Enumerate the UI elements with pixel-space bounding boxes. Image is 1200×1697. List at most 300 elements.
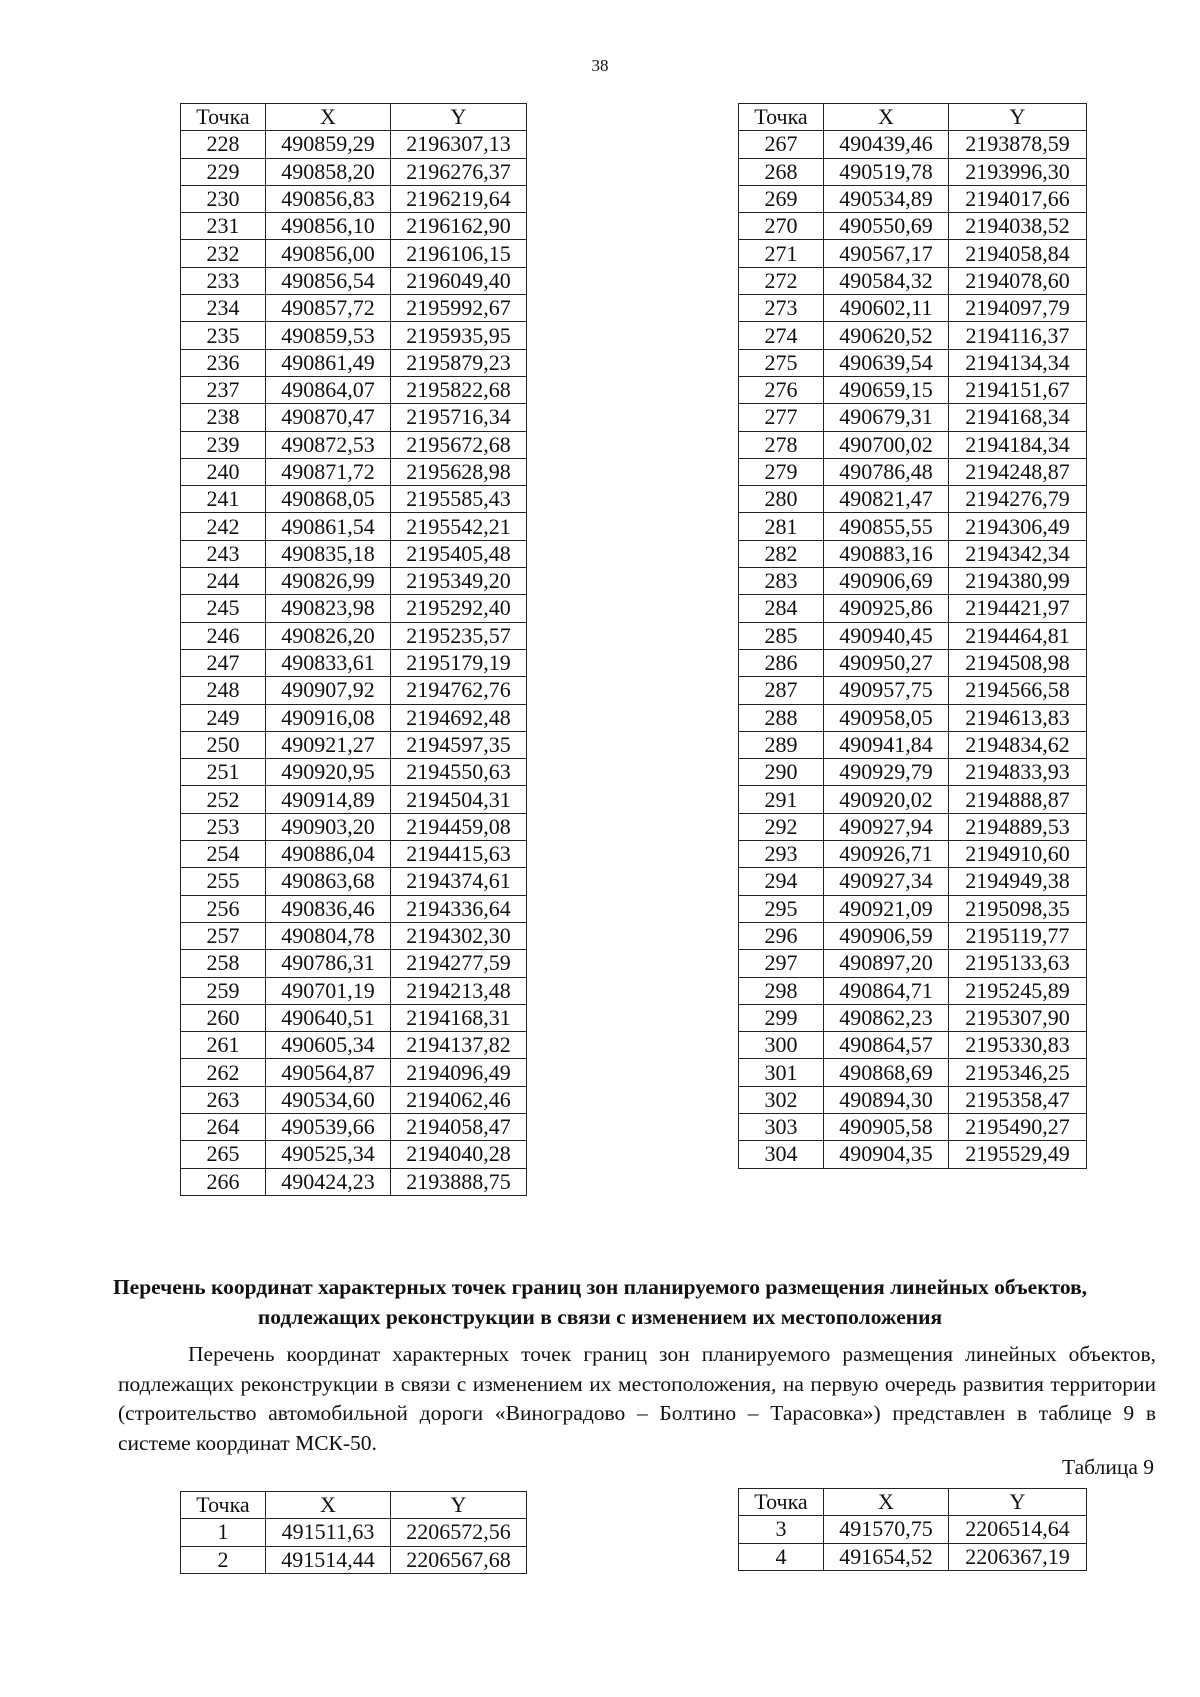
cell-y: 2206572,56 — [391, 1519, 527, 1546]
cell-point: 229 — [181, 158, 266, 185]
cell-point: 284 — [739, 595, 824, 622]
cell-x: 490921,27 — [266, 731, 391, 758]
cell-x: 490905,58 — [824, 1113, 949, 1140]
table-row — [739, 1004, 1087, 1031]
table-row — [739, 240, 1087, 267]
cell-x: 490519,78 — [824, 158, 949, 185]
cell-x: 490804,78 — [266, 922, 391, 949]
column-header-y: Y — [949, 104, 1087, 131]
cell-x: 490659,15 — [824, 376, 949, 403]
coordinates-table-right — [738, 103, 1087, 1169]
cell-x: 490857,72 — [266, 295, 391, 322]
cell-point: 280 — [739, 486, 824, 513]
cell-point: 248 — [181, 677, 266, 704]
cell-y: 2206514,64 — [949, 1516, 1087, 1543]
cell-point: 255 — [181, 868, 266, 895]
table-row — [739, 458, 1087, 485]
table-row — [181, 813, 527, 840]
cell-point: 293 — [739, 841, 824, 868]
cell-y: 2195245,89 — [949, 977, 1087, 1004]
cell-x: 490927,34 — [824, 868, 949, 895]
cell-y: 2196307,13 — [391, 131, 527, 158]
cell-y: 2194096,49 — [391, 1059, 527, 1086]
cell-point: 282 — [739, 540, 824, 567]
cell-point: 292 — [739, 813, 824, 840]
table-row — [181, 322, 527, 349]
cell-point: 275 — [739, 349, 824, 376]
table-header-row — [181, 1492, 527, 1519]
coordinates-table-left — [180, 103, 527, 1196]
cell-y: 2195330,83 — [949, 1032, 1087, 1059]
table-row — [181, 786, 527, 813]
cell-y: 2194762,76 — [391, 677, 527, 704]
table-header-row — [739, 1489, 1087, 1516]
cell-y: 2194137,82 — [391, 1032, 527, 1059]
table-row — [739, 295, 1087, 322]
cell-point: 264 — [181, 1113, 266, 1140]
cell-x: 490925,86 — [824, 595, 949, 622]
cell-x: 490859,29 — [266, 131, 391, 158]
cell-point: 245 — [181, 595, 266, 622]
cell-y: 2194888,87 — [949, 786, 1087, 813]
cell-y: 2195346,25 — [949, 1059, 1087, 1086]
cell-point: 235 — [181, 322, 266, 349]
table-row — [739, 895, 1087, 922]
cell-y: 2194276,79 — [949, 486, 1087, 513]
cell-x: 490871,72 — [266, 458, 391, 485]
cell-y: 2194248,87 — [949, 458, 1087, 485]
cell-x: 490864,07 — [266, 376, 391, 403]
table-row — [739, 540, 1087, 567]
cell-y: 2194116,37 — [949, 322, 1087, 349]
cell-y: 2195585,43 — [391, 486, 527, 513]
cell-x: 490550,69 — [824, 213, 949, 240]
cell-x: 490786,31 — [266, 950, 391, 977]
cell-point: 1 — [181, 1519, 266, 1546]
cell-x: 490920,95 — [266, 759, 391, 786]
cell-x: 490833,61 — [266, 649, 391, 676]
table9-left — [180, 1491, 527, 1574]
cell-x: 490907,92 — [266, 677, 391, 704]
cell-point: 230 — [181, 185, 266, 212]
table-row — [181, 868, 527, 895]
cell-point: 258 — [181, 950, 266, 977]
cell-x: 490868,69 — [824, 1059, 949, 1086]
table-row — [181, 295, 527, 322]
cell-point: 290 — [739, 759, 824, 786]
cell-point: 294 — [739, 868, 824, 895]
table-row — [739, 267, 1087, 294]
cell-point: 231 — [181, 213, 266, 240]
cell-x: 490605,34 — [266, 1032, 391, 1059]
cell-point: 270 — [739, 213, 824, 240]
cell-x: 490862,23 — [824, 1004, 949, 1031]
cell-x: 490826,20 — [266, 622, 391, 649]
cell-y: 2194134,34 — [949, 349, 1087, 376]
table-row — [739, 841, 1087, 868]
table-row — [181, 1519, 527, 1546]
cell-x: 491654,52 — [824, 1543, 949, 1570]
cell-x: 490439,46 — [824, 131, 949, 158]
table-row — [181, 841, 527, 868]
table-row — [739, 622, 1087, 649]
cell-point: 241 — [181, 486, 266, 513]
cell-y: 2194949,38 — [949, 868, 1087, 895]
table-row — [181, 158, 527, 185]
cell-y: 2195179,19 — [391, 649, 527, 676]
cell-point: 296 — [739, 922, 824, 949]
cell-point: 246 — [181, 622, 266, 649]
cell-point: 297 — [739, 950, 824, 977]
cell-point: 274 — [739, 322, 824, 349]
cell-x: 491514,44 — [266, 1546, 391, 1573]
cell-x: 490620,52 — [824, 322, 949, 349]
cell-x: 490567,17 — [824, 240, 949, 267]
column-header-point: Точка — [181, 104, 266, 131]
table-row — [739, 1113, 1087, 1140]
cell-point: 261 — [181, 1032, 266, 1059]
cell-point: 3 — [739, 1516, 824, 1543]
table-row — [739, 868, 1087, 895]
cell-x: 490950,27 — [824, 649, 949, 676]
table-row — [181, 649, 527, 676]
table-row — [739, 677, 1087, 704]
table-row — [739, 185, 1087, 212]
cell-y: 2194302,30 — [391, 922, 527, 949]
cell-point: 259 — [181, 977, 266, 1004]
cell-y: 2195672,68 — [391, 431, 527, 458]
cell-y: 2194833,93 — [949, 759, 1087, 786]
cell-point: 287 — [739, 677, 824, 704]
table-row — [181, 759, 527, 786]
table-row — [739, 322, 1087, 349]
cell-point: 295 — [739, 895, 824, 922]
cell-y: 2194306,49 — [949, 513, 1087, 540]
table-row — [739, 977, 1087, 1004]
cell-y: 2194415,63 — [391, 841, 527, 868]
table-row — [739, 349, 1087, 376]
cell-x: 490920,02 — [824, 786, 949, 813]
cell-y: 2194342,34 — [949, 540, 1087, 567]
cell-y: 2194380,99 — [949, 568, 1087, 595]
cell-y: 2194550,63 — [391, 759, 527, 786]
cell-y: 2194459,08 — [391, 813, 527, 840]
page-number: 38 — [591, 56, 609, 75]
cell-point: 268 — [739, 158, 824, 185]
table-row — [181, 922, 527, 949]
cell-point: 256 — [181, 895, 266, 922]
cell-y: 2195358,47 — [949, 1086, 1087, 1113]
table-row — [181, 1032, 527, 1059]
cell-y: 2196049,40 — [391, 267, 527, 294]
cell-x: 490525,34 — [266, 1141, 391, 1168]
cell-point: 263 — [181, 1086, 266, 1113]
table-row — [739, 1543, 1087, 1570]
cell-y: 2195292,40 — [391, 595, 527, 622]
cell-y: 2194597,35 — [391, 731, 527, 758]
cell-y: 2194213,48 — [391, 977, 527, 1004]
cell-y: 2194910,60 — [949, 841, 1087, 868]
cell-y: 2195349,20 — [391, 568, 527, 595]
cell-x: 490859,53 — [266, 322, 391, 349]
cell-point: 250 — [181, 731, 266, 758]
cell-x: 490894,30 — [824, 1086, 949, 1113]
cell-y: 2194277,59 — [391, 950, 527, 977]
table-row — [181, 431, 527, 458]
table-row — [181, 513, 527, 540]
table-row — [181, 1004, 527, 1031]
table-row — [181, 595, 527, 622]
table-row — [739, 158, 1087, 185]
table-row — [739, 759, 1087, 786]
cell-point: 281 — [739, 513, 824, 540]
cell-point: 262 — [181, 1059, 266, 1086]
cell-point: 240 — [181, 458, 266, 485]
table-row — [739, 213, 1087, 240]
cell-point: 257 — [181, 922, 266, 949]
cell-x: 490940,45 — [824, 622, 949, 649]
cell-point: 288 — [739, 704, 824, 731]
cell-x: 490897,20 — [824, 950, 949, 977]
column-header-x: X — [266, 104, 391, 131]
cell-x: 491511,63 — [266, 1519, 391, 1546]
cell-point: 299 — [739, 1004, 824, 1031]
cell-x: 490856,10 — [266, 213, 391, 240]
table-row — [181, 977, 527, 1004]
table-row — [739, 649, 1087, 676]
cell-x: 490886,04 — [266, 841, 391, 868]
cell-y: 2194097,79 — [949, 295, 1087, 322]
cell-y: 2195716,34 — [391, 404, 527, 431]
cell-y: 2194151,67 — [949, 376, 1087, 403]
cell-x: 490679,31 — [824, 404, 949, 431]
cell-y: 2194058,47 — [391, 1113, 527, 1140]
cell-x: 490424,23 — [266, 1168, 391, 1195]
cell-point: 279 — [739, 458, 824, 485]
cell-point: 254 — [181, 841, 266, 868]
cell-point: 285 — [739, 622, 824, 649]
cell-point: 269 — [739, 185, 824, 212]
cell-y: 2194566,58 — [949, 677, 1087, 704]
cell-y: 2193888,75 — [391, 1168, 527, 1195]
cell-y: 2193996,30 — [949, 158, 1087, 185]
cell-y: 2195307,90 — [949, 1004, 1087, 1031]
cell-point: 303 — [739, 1113, 824, 1140]
cell-x: 490701,19 — [266, 977, 391, 1004]
cell-x: 490564,87 — [266, 1059, 391, 1086]
cell-point: 289 — [739, 731, 824, 758]
cell-point: 253 — [181, 813, 266, 840]
cell-point: 272 — [739, 267, 824, 294]
cell-point: 300 — [739, 1032, 824, 1059]
cell-point: 302 — [739, 1086, 824, 1113]
cell-point: 252 — [181, 786, 266, 813]
cell-y: 2196106,15 — [391, 240, 527, 267]
cell-x: 490929,79 — [824, 759, 949, 786]
cell-x: 490534,89 — [824, 185, 949, 212]
table-row — [739, 431, 1087, 458]
cell-point: 286 — [739, 649, 824, 676]
cell-x: 490926,71 — [824, 841, 949, 868]
cell-point: 242 — [181, 513, 266, 540]
cell-point: 239 — [181, 431, 266, 458]
cell-x: 490534,60 — [266, 1086, 391, 1113]
cell-x: 490861,49 — [266, 349, 391, 376]
cell-point: 273 — [739, 295, 824, 322]
cell-x: 490539,66 — [266, 1113, 391, 1140]
cell-y: 2194168,34 — [949, 404, 1087, 431]
table-row — [739, 404, 1087, 431]
cell-y: 2194508,98 — [949, 649, 1087, 676]
cell-x: 490856,83 — [266, 185, 391, 212]
cell-point: 237 — [181, 376, 266, 403]
cell-x: 490904,35 — [824, 1141, 949, 1168]
table-row — [181, 1168, 527, 1195]
cell-point: 276 — [739, 376, 824, 403]
cell-point: 298 — [739, 977, 824, 1004]
cell-x: 490826,99 — [266, 568, 391, 595]
cell-x: 490863,68 — [266, 868, 391, 895]
cell-point: 271 — [739, 240, 824, 267]
cell-y: 2196219,64 — [391, 185, 527, 212]
cell-x: 491570,75 — [824, 1516, 949, 1543]
table-row — [739, 1032, 1087, 1059]
table-row — [181, 213, 527, 240]
table-row — [739, 950, 1087, 977]
table-row — [181, 1546, 527, 1573]
cell-y: 2195405,48 — [391, 540, 527, 567]
column-header-x: X — [824, 104, 949, 131]
cell-x: 490864,57 — [824, 1032, 949, 1059]
cell-y: 2196162,90 — [391, 213, 527, 240]
cell-point: 238 — [181, 404, 266, 431]
table-row — [181, 950, 527, 977]
cell-y: 2194504,31 — [391, 786, 527, 813]
cell-y: 2195529,49 — [949, 1141, 1087, 1168]
cell-x: 490914,89 — [266, 786, 391, 813]
cell-y: 2196276,37 — [391, 158, 527, 185]
cell-x: 490870,47 — [266, 404, 391, 431]
table-row — [181, 731, 527, 758]
cell-x: 490639,54 — [824, 349, 949, 376]
table-row — [181, 376, 527, 403]
table-row — [181, 540, 527, 567]
cell-point: 283 — [739, 568, 824, 595]
cell-x: 490700,02 — [824, 431, 949, 458]
body-paragraph: Перечень координат характерных точек границ зон планируемого размещения линейных объектов, подлежащих реконструкции в связи с изменением их местоположения, на первую очередь развития территории (строительство автомобильной дороги «Виноградово – Болтино – Тарасовка») представлен в таблице 9 в системе координат МСК-50. — [118, 1342, 1156, 1455]
cell-point: 249 — [181, 704, 266, 731]
table-row — [181, 486, 527, 513]
table-row — [739, 731, 1087, 758]
column-header-y: Y — [391, 104, 527, 131]
cell-x: 490861,54 — [266, 513, 391, 540]
cell-y: 2194168,31 — [391, 1004, 527, 1031]
table-row — [181, 895, 527, 922]
cell-x: 490786,48 — [824, 458, 949, 485]
cell-y: 2195490,27 — [949, 1113, 1087, 1140]
cell-x: 490868,05 — [266, 486, 391, 513]
column-header-y: Y — [949, 1489, 1087, 1516]
table-row — [739, 595, 1087, 622]
table-row — [181, 349, 527, 376]
table-row — [739, 1516, 1087, 1543]
cell-point: 234 — [181, 295, 266, 322]
cell-point: 278 — [739, 431, 824, 458]
table-row — [181, 1059, 527, 1086]
cell-y: 2195235,57 — [391, 622, 527, 649]
cell-y: 2195542,21 — [391, 513, 527, 540]
cell-y: 2194613,83 — [949, 704, 1087, 731]
cell-y: 2195879,23 — [391, 349, 527, 376]
table-row — [739, 813, 1087, 840]
cell-point: 301 — [739, 1059, 824, 1086]
cell-point: 228 — [181, 131, 266, 158]
cell-x: 490883,16 — [824, 540, 949, 567]
cell-x: 490906,59 — [824, 922, 949, 949]
cell-point: 247 — [181, 649, 266, 676]
table-row — [739, 1086, 1087, 1113]
cell-x: 490823,98 — [266, 595, 391, 622]
cell-point: 251 — [181, 759, 266, 786]
table-header-row — [739, 104, 1087, 131]
cell-y: 2194834,62 — [949, 731, 1087, 758]
cell-y: 2194421,97 — [949, 595, 1087, 622]
cell-point: 243 — [181, 540, 266, 567]
column-header-x: X — [824, 1489, 949, 1516]
table-row — [181, 131, 527, 158]
cell-y: 2206367,19 — [949, 1543, 1087, 1570]
cell-point: 267 — [739, 131, 824, 158]
table-caption: Таблица 9 — [1062, 1455, 1154, 1479]
cell-y: 2194336,64 — [391, 895, 527, 922]
table-row — [181, 240, 527, 267]
cell-y: 2194889,53 — [949, 813, 1087, 840]
table-row — [181, 677, 527, 704]
column-header-point: Точка — [181, 1492, 266, 1519]
cell-x: 490864,71 — [824, 977, 949, 1004]
cell-point: 265 — [181, 1141, 266, 1168]
cell-y: 2194040,28 — [391, 1141, 527, 1168]
cell-point: 233 — [181, 267, 266, 294]
table-row — [181, 568, 527, 595]
table-row — [739, 922, 1087, 949]
column-header-point: Точка — [739, 104, 824, 131]
cell-x: 490855,55 — [824, 513, 949, 540]
column-header-y: Y — [391, 1492, 527, 1519]
table-row — [739, 513, 1087, 540]
table-row — [739, 376, 1087, 403]
cell-y: 2194184,34 — [949, 431, 1087, 458]
cell-x: 490903,20 — [266, 813, 391, 840]
cell-y: 2195935,95 — [391, 322, 527, 349]
cell-point: 291 — [739, 786, 824, 813]
table-row — [181, 704, 527, 731]
table-row — [181, 622, 527, 649]
cell-y: 2194078,60 — [949, 267, 1087, 294]
cell-x: 490856,00 — [266, 240, 391, 267]
table9-right — [738, 1488, 1087, 1571]
cell-x: 490821,47 — [824, 486, 949, 513]
cell-y: 2194058,84 — [949, 240, 1087, 267]
cell-point: 232 — [181, 240, 266, 267]
cell-y: 2194062,46 — [391, 1086, 527, 1113]
table-row — [739, 786, 1087, 813]
cell-y: 2195628,98 — [391, 458, 527, 485]
cell-x: 490856,54 — [266, 267, 391, 294]
cell-x: 490872,53 — [266, 431, 391, 458]
table-row — [181, 1141, 527, 1168]
cell-y: 2194464,81 — [949, 622, 1087, 649]
